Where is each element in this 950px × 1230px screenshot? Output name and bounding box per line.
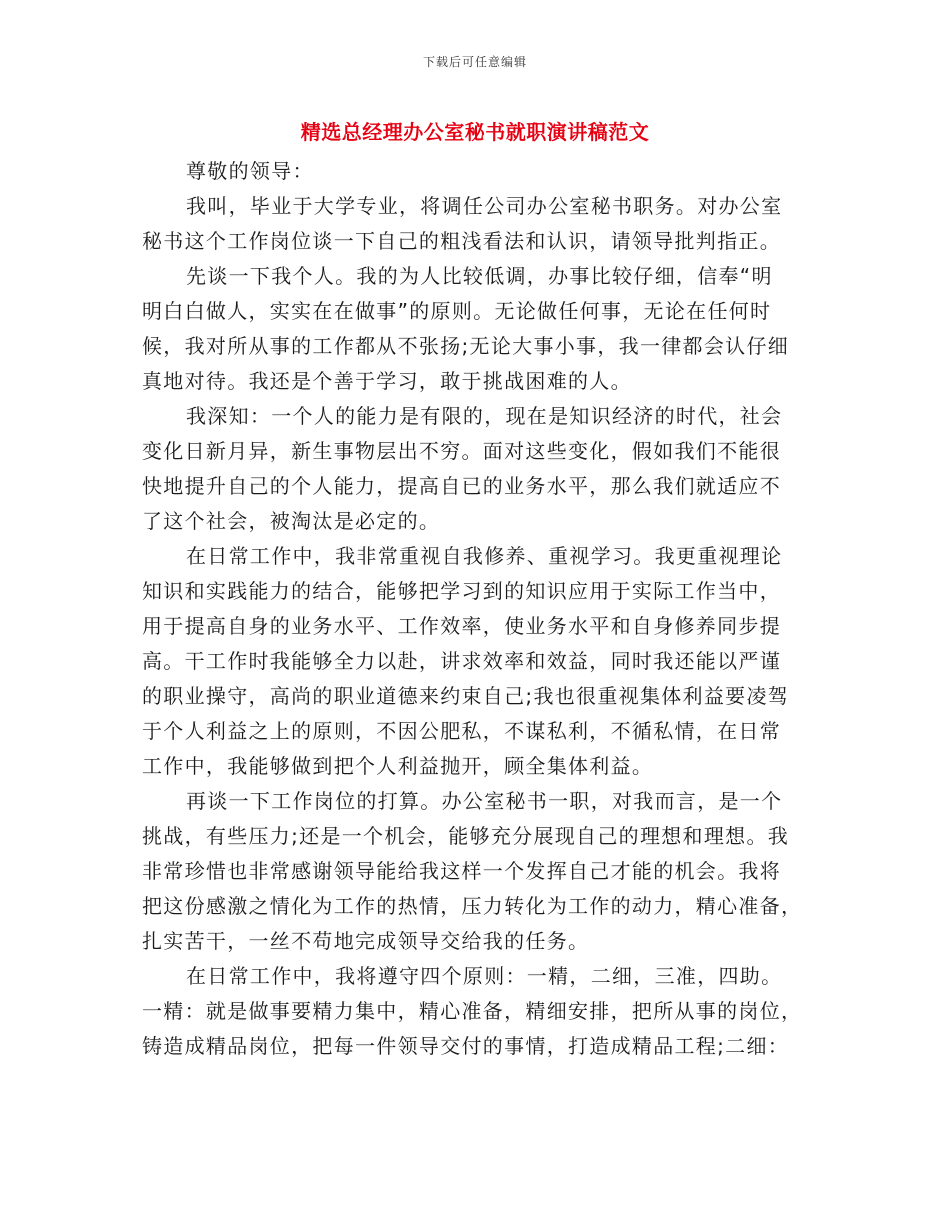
text-line: 用于提高自身的业务水平、工作效率，使业务水平和自身修养同步提 <box>142 614 781 638</box>
text-line: 明白白做人，实实在在做事”的原则。无论做任何事，无论在任何时 <box>142 299 772 323</box>
text-line: 的职业操守，高尚的职业道德来约束自己;我也很重视集体利益要凌驾 <box>142 684 790 708</box>
text-line: 尊敬的领导： <box>186 159 314 183</box>
text-line: 我深知：一个人的能力是有限的，现在是知识经济的时代，社会 <box>186 404 783 428</box>
text-line: 先谈一下我个人。我的为人比较低调，办事比较仔细，信奉“明 <box>186 264 773 288</box>
text-line: 高。干工作时我能够全力以赴，讲求效率和效益，同时我还能以严谨 <box>142 649 781 673</box>
text-line: 把这份感激之情化为工作的热情，压力转化为工作的动力，精心准备， <box>142 894 803 918</box>
text-line: 铸造成精品岗位，把每一件领导交付的事情，打造成精品工程;二细： <box>142 1034 790 1058</box>
text-line: 了这个社会，被淘汰是必定的。 <box>142 509 441 533</box>
text-line: 秘书这个工作岗位谈一下自己的粗浅看法和认识，请领导批判指正。 <box>142 229 781 253</box>
text-line: 于个人利益之上的原则，不因公肥私，不谋私利，不循私情，在日常 <box>142 719 781 743</box>
document-title: 精选总经理办公室秘书就职演讲稿范文 <box>300 120 650 144</box>
text-line: 在日常工作中，我非常重视自我修养、重视学习。我更重视理论 <box>186 544 783 568</box>
text-line: 快地提升自己的个人能力，提高自已的业务水平，那么我们就适应不 <box>142 474 781 498</box>
document-body <box>142 154 807 1064</box>
text-line: 我叫，毕业于大学专业，将调任公司办公室秘书职务。对办公室 <box>186 194 783 218</box>
page-header: 下载后可任意编辑 <box>422 55 527 69</box>
text-line: 再谈一下工作岗位的打算。办公室秘书一职，对我而言，是一个 <box>186 789 783 813</box>
text-line: 候，我对所从事的工作都从不张扬;无论大事小事，我一律都会认仔细 <box>142 334 790 358</box>
text-line: 知识和实践能力的结合，能够把学习到的知识应用于实际工作当中， <box>142 579 781 603</box>
text-line: 在日常工作中，我将遵守四个原则：一精，二细，三准，四助。 <box>186 964 783 988</box>
text-line: 真地对待。我还是个善于学习，敢于挑战困难的人。 <box>142 369 632 393</box>
text-line: 工作中，我能够做到把个人利益抛开，顾全集体利益。 <box>142 754 654 778</box>
text-line: 挑战，有些压力;还是一个机会，能够充分展现自己的理想和理想。我 <box>142 824 790 848</box>
text-line: 扎实苦干，一丝不苟地完成领导交给我的任务。 <box>142 929 590 953</box>
text-line: 非常珍惜也非常感谢领导能给我这样一个发挥自己才能的机会。我将 <box>142 859 781 883</box>
text-line: 一精：就是做事要精力集中，精心准备，精细安排，把所从事的岗位， <box>142 999 803 1023</box>
text-line: 变化日新月异，新生事物层出不穷。面对这些变化，假如我们不能很 <box>142 439 781 463</box>
